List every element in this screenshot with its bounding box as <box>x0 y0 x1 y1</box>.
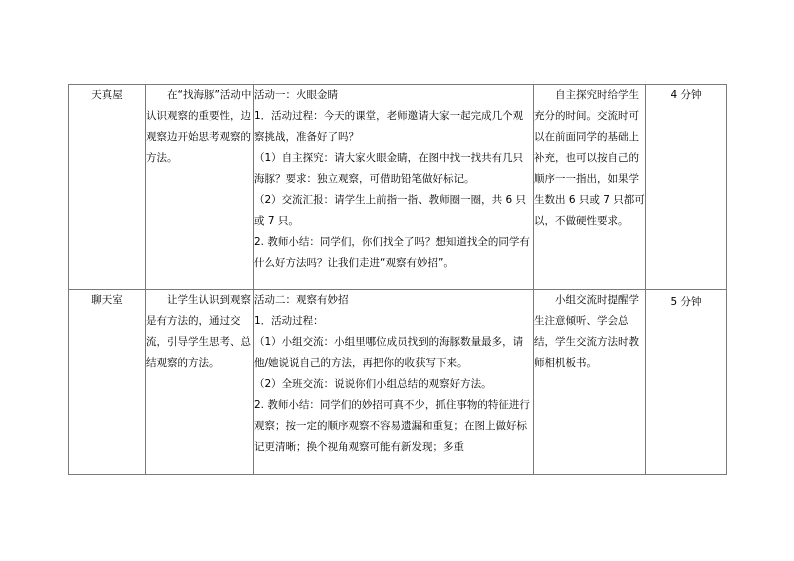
lesson-plan-table <box>68 84 727 475</box>
goal-text: 让学生认识到观察是有方法的，通过交流，引导学生思考、总结观察的方法。 <box>146 294 251 369</box>
stage-cell: 天真屋 <box>69 85 146 290</box>
time-cell: 4 分钟 <box>646 85 727 290</box>
goal-cell <box>146 290 254 475</box>
process-line: （2）交流汇报：请学生上前指一指、教师圈一圈，共 6 只或 7 只。 <box>254 194 527 227</box>
process-cell <box>254 290 534 475</box>
process-line: 2. 教师小结：同学们，你们找全了吗？想知道找全的同学有什么好方法吗？让我们走进“观察有妙招”。 <box>254 236 530 269</box>
stage-cell: 聊天室 <box>69 290 146 475</box>
process-cell <box>254 85 534 290</box>
process-line: 1．活动过程： <box>254 315 324 327</box>
process-line: 2. 教师小结：同学们的妙招可真不少，抓住事物的特征进行观察；按一定的顺序观察不容易遗漏和重复；在图上做好标记更清晰；换个视角观察可能有新发现；多重 <box>254 399 530 453</box>
note-text: 自主探究时给学生充分的时间。交流时可以在前面同学的基础上补充，也可以按自己的顺序一一指出，如果学生数出 6 只或 7 只都可以，不做硬性要求。 <box>534 89 645 227</box>
process-line: （1）小组交流：小组里哪位成员找到的海豚数量最多，请他/她说说自己的方法，再把你的收获写下来。 <box>254 336 524 369</box>
goal-cell <box>146 85 254 290</box>
process-line: 1．活动过程：今天的课堂，老师邀请大家一起完成几个观察挑战，准备好了吗？ <box>254 110 524 143</box>
table-row <box>69 290 727 475</box>
table-row <box>69 85 727 290</box>
process-line: 活动二：观察有妙招 <box>254 294 349 306</box>
note-cell <box>534 290 646 475</box>
note-text: 小组交流时提醒学生注意倾听、学会总结，学生交流方法时教师相机板书。 <box>534 294 639 369</box>
process-line: 活动一：火眼金睛 <box>254 89 338 101</box>
process-line: （2）全班交流：说说你们小组总结的观察好方法。 <box>254 378 492 390</box>
note-cell <box>534 85 646 290</box>
goal-text: 在“找海豚”活动中认识观察的重要性，边观察边开始思考观察的方法。 <box>146 89 252 164</box>
time-cell: 5 分钟 <box>646 290 727 475</box>
process-line: （1）自主探究：请大家火眼金睛，在图中找一找共有几只海豚？要求：独立观察，可借助铅笔做好标记。 <box>254 152 524 185</box>
